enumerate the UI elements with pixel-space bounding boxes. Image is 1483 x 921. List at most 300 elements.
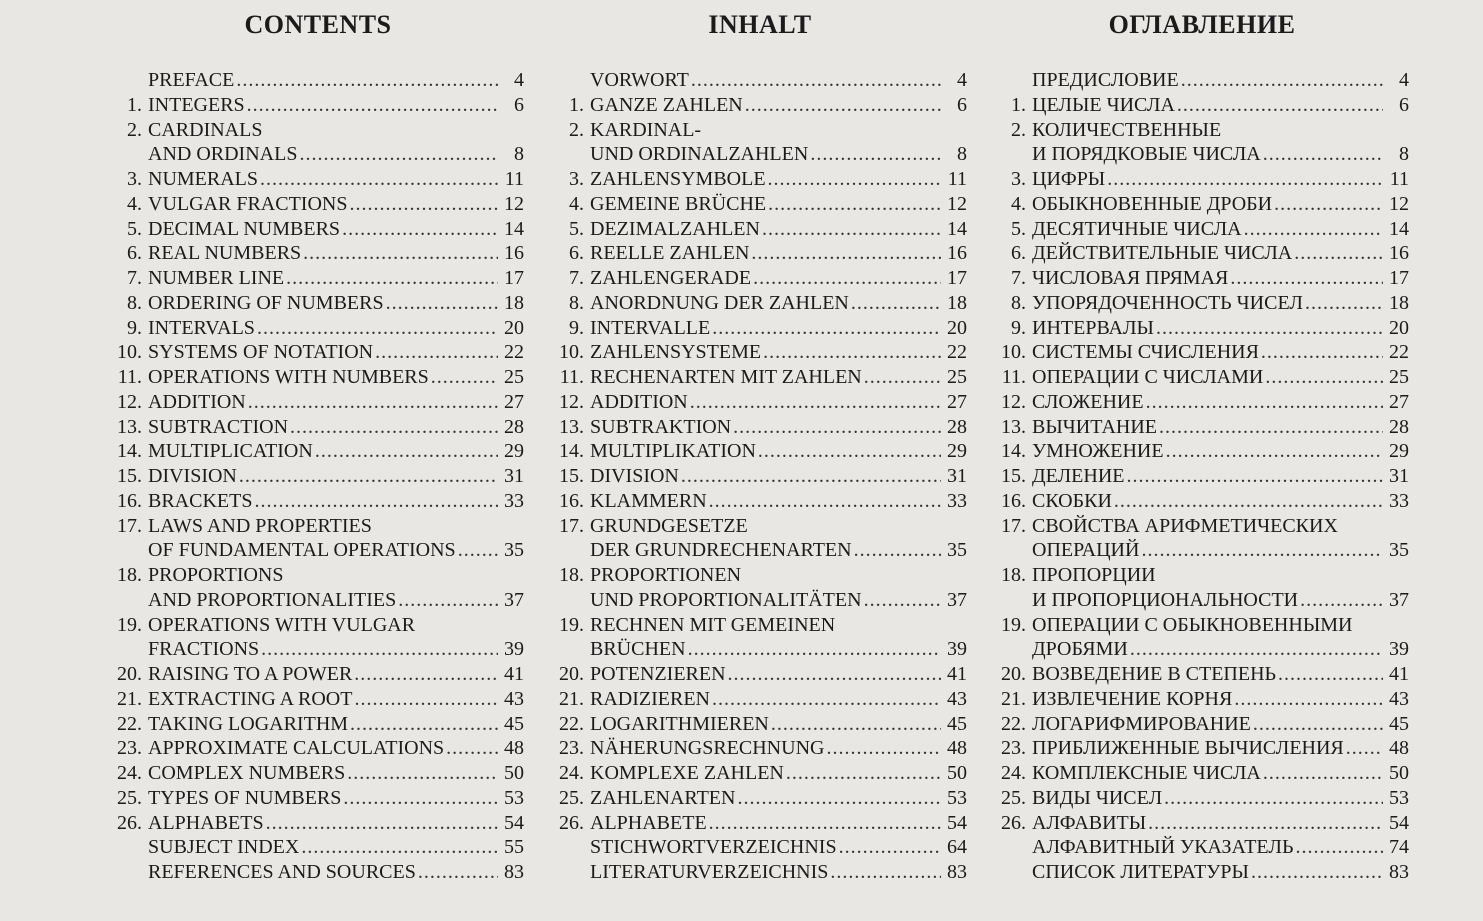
entry-number: 25.: [117, 786, 142, 809]
toc-entry: [104, 118, 524, 143]
page-number: 41: [504, 663, 524, 685]
page-number: 14: [1389, 217, 1409, 240]
toc-entry: [546, 736, 967, 761]
entry-title: POTENZIEREN: [590, 663, 726, 685]
toc-entry: [104, 761, 524, 786]
entry-title: KOMPLEXE ZAHLEN: [590, 762, 784, 784]
page-number: 54: [947, 811, 967, 834]
entry-title: LOGARITHMIEREN: [590, 712, 769, 735]
page-number: 83: [947, 861, 967, 883]
page-number: 74: [1389, 836, 1409, 859]
page-number: 29: [1389, 440, 1409, 463]
page-number: 35: [504, 539, 524, 562]
toc-entry: [104, 340, 524, 365]
entry-title: GRUNDGESETZE: [590, 514, 748, 537]
dot-leader: [1148, 811, 1383, 836]
toc-entry: [546, 761, 967, 786]
entry-title: REFERENCES AND SOURCES: [148, 861, 416, 883]
dot-leader: [1146, 390, 1383, 415]
entry-number: 24.: [1001, 762, 1026, 784]
entry-title: ПРЕДИСЛОВИЕ: [1032, 69, 1179, 91]
entry-title: ОБЫКНОВЕННЫЕ ДРОБИ: [1032, 192, 1273, 215]
dot-leader: [431, 365, 498, 390]
entry-title: ЛОГАРИФМИРОВАНИЕ: [1032, 712, 1251, 735]
page-number: 6: [957, 93, 967, 116]
toc-entry: [988, 712, 1409, 737]
dot-leader: [375, 340, 498, 365]
entry-title: VULGAR FRACTIONS: [148, 192, 348, 215]
toc-entry: [988, 241, 1409, 266]
toc-entry: [104, 415, 524, 440]
toc-entry: [104, 588, 524, 613]
toc-entry: [546, 68, 967, 93]
dot-leader: [1114, 489, 1383, 514]
entry-number: 21.: [559, 687, 584, 710]
toc-entry: [104, 365, 524, 390]
dot-leader: [763, 340, 941, 365]
page-number: 16: [504, 242, 524, 265]
page-number: 45: [947, 712, 967, 735]
dot-leader: [1234, 687, 1383, 712]
page-number: 16: [947, 242, 967, 265]
entry-number: 14.: [117, 440, 142, 463]
page-number: 25: [504, 366, 524, 388]
entry-number: 19.: [559, 613, 584, 636]
toc-entry: [104, 390, 524, 415]
toc-entry: [988, 860, 1409, 885]
entry-number: 12.: [559, 390, 584, 413]
dot-leader: [1230, 266, 1383, 291]
toc-entry: [988, 316, 1409, 341]
entry-title: REELLE ZAHLEN: [590, 242, 750, 265]
page-number: 64: [947, 836, 967, 859]
entry-number: 11.: [117, 366, 142, 388]
toc-entry: [546, 142, 967, 167]
toc-entry: [104, 811, 524, 836]
entry-number: 18.: [559, 564, 584, 586]
entry-title: ЧИСЛОВАЯ ПРЯМАЯ: [1032, 267, 1229, 289]
dot-leader: [350, 712, 498, 737]
entry-number: 25.: [559, 786, 584, 809]
entry-number: 10.: [117, 341, 142, 364]
dot-leader: [347, 761, 498, 786]
entry-title: АЛФАВИТНЫЙ УКАЗАТЕЛЬ: [1032, 836, 1294, 859]
entry-title: BRÜCHEN: [590, 638, 686, 661]
toc-entry: [546, 588, 967, 613]
toc-entry: [104, 687, 524, 712]
toc-entry: [104, 241, 524, 266]
entry-number: 26.: [117, 811, 142, 834]
entry-number: 14.: [559, 440, 584, 463]
entry-title: KARDINAL-: [590, 118, 702, 141]
entry-number: 19.: [117, 613, 142, 636]
toc-entry: [988, 687, 1409, 712]
entry-title: AND ORDINALS: [148, 143, 298, 166]
entry-number: 13.: [559, 415, 584, 438]
entry-title: ОПЕРАЦИЙ: [1032, 539, 1140, 562]
toc-entry: [546, 241, 967, 266]
toc-entry: [104, 316, 524, 341]
toc-entry: [546, 613, 967, 638]
entry-number: 12.: [1001, 390, 1026, 413]
entry-number: 17.: [1001, 514, 1026, 537]
entry-title: AND PROPORTIONALITIES: [148, 588, 397, 611]
page-number: 33: [504, 489, 524, 512]
entry-number: 17.: [117, 514, 142, 537]
entry-title: ОПЕРАЦИИ С ЧИСЛАМИ: [1032, 366, 1264, 388]
entry-number: 20.: [117, 663, 142, 685]
dot-leader: [864, 365, 941, 390]
dot-leader: [737, 786, 941, 811]
dot-leader: [1346, 736, 1383, 761]
dot-leader: [745, 93, 941, 118]
entry-number: 16.: [117, 489, 142, 512]
dot-leader: [1274, 192, 1383, 217]
page-number: 50: [1389, 762, 1409, 784]
toc-entry: [104, 192, 524, 217]
toc-entry: [988, 786, 1409, 811]
page-number: 31: [947, 465, 967, 487]
entry-title: УМНОЖЕНИЕ: [1032, 440, 1164, 463]
page-number: 48: [947, 737, 967, 760]
page-number: 39: [504, 638, 524, 661]
entry-title: ANORDNUNG DER ZAHLEN: [590, 291, 849, 314]
toc-entry: [988, 167, 1409, 192]
page-number: 6: [514, 93, 524, 116]
dot-leader: [709, 811, 941, 836]
toc-entry: [546, 415, 967, 440]
entry-title: И ПРОПОРЦИОНАЛЬНОСТИ: [1032, 588, 1299, 611]
entry-title: DEZIMALZAHLEN: [590, 217, 760, 240]
entry-title: ДЕЛЕНИЕ: [1032, 465, 1125, 487]
page-number: 45: [1389, 712, 1409, 735]
dot-leader: [1166, 439, 1383, 464]
entry-number: 2.: [127, 118, 142, 141]
entry-title: ZAHLENSYSTEME: [590, 341, 762, 364]
page-number: 18: [947, 291, 967, 314]
dot-leader: [254, 489, 498, 514]
dot-leader: [1244, 217, 1383, 242]
entry-number: 12.: [117, 390, 142, 413]
page-number: 17: [1389, 267, 1409, 289]
dot-leader: [854, 538, 941, 563]
entry-title: NÄHERUNGSRECHNUNG: [590, 737, 825, 760]
entry-title: INTERVALLE: [590, 316, 711, 339]
toc-entry: [546, 786, 967, 811]
toc-entry: [546, 266, 967, 291]
page-number: 48: [1389, 737, 1409, 760]
entry-number: 17.: [559, 514, 584, 537]
entry-title: ЦЕЛЫЕ ЧИСЛА: [1032, 93, 1175, 116]
dot-leader: [386, 291, 498, 316]
dot-leader: [1278, 662, 1383, 687]
dot-leader: [768, 192, 941, 217]
entry-number: 13.: [1001, 415, 1026, 438]
page-number: 17: [504, 267, 524, 289]
page-number: 25: [947, 366, 967, 388]
entry-title: ВЫЧИТАНИЕ: [1032, 415, 1157, 438]
toc-entry: [546, 291, 967, 316]
entry-title: NUMBER LINE: [148, 267, 285, 289]
toc-entry: [546, 93, 967, 118]
dot-leader: [709, 489, 941, 514]
entry-title: ИНТЕРВАЛЫ: [1032, 316, 1154, 339]
page-number: 33: [1389, 489, 1409, 512]
entry-number: 10.: [1001, 341, 1026, 364]
entry-title: RADIZIEREN: [590, 687, 710, 710]
dot-leader: [771, 712, 941, 737]
page-number: 37: [1389, 588, 1409, 611]
page-number: 20: [504, 316, 524, 339]
entry-title: INTEGERS: [148, 93, 245, 116]
entry-title: MULTIPLIKATION: [590, 440, 756, 463]
entry-title: REAL NUMBERS: [148, 242, 302, 265]
page-number: 8: [957, 143, 967, 166]
toc-entry: [546, 217, 967, 242]
entry-title: PREFACE: [148, 69, 235, 91]
dot-leader: [1261, 340, 1383, 365]
page-number: 25: [1389, 366, 1409, 388]
dot-leader: [1294, 241, 1383, 266]
entry-number: 21.: [117, 687, 142, 710]
entry-number: 6.: [1011, 242, 1026, 265]
page-number: 22: [504, 341, 524, 364]
entry-number: 8.: [569, 291, 584, 314]
entry-number: 3.: [127, 168, 142, 190]
page-number: 12: [947, 192, 967, 215]
entry-title: SYSTEMS OF NOTATION: [148, 341, 374, 364]
page-number: 16: [1389, 242, 1409, 265]
entry-title: СПИСОК ЛИТЕРАТУРЫ: [1032, 861, 1249, 883]
entry-title: GANZE ZAHLEN: [590, 93, 743, 116]
entry-title: ADDITION: [148, 390, 246, 413]
entry-title: OF FUNDAMENTAL OPERATIONS: [148, 539, 456, 562]
entry-number: 5.: [569, 217, 584, 240]
page-number: 31: [1389, 465, 1409, 487]
entry-title: СВОЙСТВА АРИФМЕТИЧЕСКИХ: [1032, 514, 1338, 537]
entry-title: СИСТЕМЫ СЧИСЛЕНИЯ: [1032, 341, 1259, 364]
dot-leader: [266, 811, 498, 836]
entry-number: 1.: [569, 93, 584, 116]
toc-entry: [988, 291, 1409, 316]
entry-title: ВОЗВЕДЕНИЕ В СТЕПЕНЬ: [1032, 663, 1277, 685]
entry-title: NUMERALS: [148, 168, 259, 190]
page-number: 83: [1389, 861, 1409, 883]
entry-number: 18.: [1001, 564, 1026, 586]
toc-entry: [104, 712, 524, 737]
entry-number: 1.: [1011, 93, 1026, 116]
dot-leader: [1164, 786, 1383, 811]
page-number: 20: [947, 316, 967, 339]
dot-leader: [1141, 538, 1383, 563]
toc-entry: [104, 736, 524, 761]
toc-entry: [988, 439, 1409, 464]
entry-number: 3.: [1011, 168, 1026, 190]
entry-number: 6.: [569, 242, 584, 265]
dot-leader: [1300, 588, 1383, 613]
toc-entry: [104, 142, 524, 167]
entry-number: 3.: [569, 168, 584, 190]
entry-title: EXTRACTING A ROOT: [148, 687, 353, 710]
dot-leader: [248, 390, 498, 415]
page-number: 12: [504, 192, 524, 215]
toc-entry: [104, 860, 524, 885]
dot-leader: [247, 93, 498, 118]
entry-title: RAISING TO A POWER: [148, 663, 353, 685]
page-number: 4: [514, 69, 524, 91]
toc-entry: [546, 340, 967, 365]
toc-entry: [988, 811, 1409, 836]
page-number: 53: [947, 786, 967, 809]
page-number: 83: [504, 861, 524, 883]
toc-entry: [546, 489, 967, 514]
dot-leader: [398, 588, 498, 613]
entry-title: ZAHLENSYMBOLE: [590, 168, 766, 190]
toc-entry: [988, 538, 1409, 563]
column-heading: INHALT: [708, 10, 812, 39]
dot-leader: [290, 415, 498, 440]
toc-entry: [104, 266, 524, 291]
toc-entry: [988, 340, 1409, 365]
toc-entry: [104, 613, 524, 638]
dot-leader: [712, 316, 941, 341]
page-number: 28: [947, 415, 967, 438]
entry-title: ДЕСЯТИЧНЫЕ ЧИСЛА: [1032, 217, 1242, 240]
page-number: 27: [947, 390, 967, 413]
toc-entry: [546, 662, 967, 687]
toc-entry: [988, 192, 1409, 217]
entry-number: 24.: [117, 762, 142, 784]
toc-entry: [546, 316, 967, 341]
entry-number: 6.: [127, 242, 142, 265]
entry-title: ЦИФРЫ: [1032, 168, 1106, 190]
page-number: 8: [514, 143, 524, 166]
toc-entry: [546, 563, 967, 588]
entry-title: ОПЕРАЦИИ С ОБЫКНОВЕННЫМИ: [1032, 613, 1353, 636]
entry-number: 24.: [559, 762, 584, 784]
page-number: 11: [504, 168, 524, 190]
dot-leader: [257, 316, 498, 341]
entry-title: SUBJECT INDEX: [148, 836, 300, 859]
entry-title: RECHENARTEN MIT ZAHLEN: [590, 366, 862, 388]
dot-leader: [733, 415, 941, 440]
entry-number: 8.: [1011, 291, 1026, 314]
page-number: 14: [947, 217, 967, 240]
entry-title: ALPHABETS: [148, 811, 264, 834]
entry-list: [988, 68, 1409, 885]
entry-number: 16.: [1001, 489, 1026, 512]
page-number: 53: [1389, 786, 1409, 809]
toc-entry: [104, 167, 524, 192]
toc-entry: [104, 637, 524, 662]
toc-entry: [104, 291, 524, 316]
dot-leader: [315, 439, 498, 464]
toc-entry: [546, 365, 967, 390]
page-number: 27: [1389, 390, 1409, 413]
entry-number: 23.: [1001, 737, 1026, 760]
entry-number: 1.: [127, 93, 142, 116]
entry-title: BRACKETS: [148, 489, 253, 512]
entry-title: OPERATIONS WITH NUMBERS: [148, 366, 429, 388]
toc-entry: [988, 464, 1409, 489]
toc-entry: [988, 761, 1409, 786]
page-number: 41: [1389, 663, 1409, 685]
page-number: 8: [1399, 143, 1409, 166]
toc-entry: [104, 835, 524, 860]
entry-title: TAKING LOGARITHM: [148, 712, 349, 735]
dot-leader: [1159, 415, 1383, 440]
dot-leader: [354, 687, 498, 712]
page-number: 27: [504, 390, 524, 413]
toc-entry: [988, 736, 1409, 761]
dot-leader: [851, 291, 941, 316]
dot-leader: [728, 662, 941, 687]
entry-title: VORWORT: [590, 69, 689, 91]
page-number: 41: [947, 663, 967, 685]
entry-title: KLAMMERN: [590, 489, 707, 512]
entry-number: 15.: [117, 465, 142, 487]
toc-entry: [104, 217, 524, 242]
page-number: 12: [1389, 192, 1409, 215]
entry-number: 4.: [569, 192, 584, 215]
page-number: 55: [504, 836, 524, 859]
toc-entry: [546, 860, 967, 885]
toc-entry: [988, 563, 1409, 588]
entry-title: КОМПЛЕКСНЫЕ ЧИСЛА: [1032, 762, 1261, 784]
entry-number: 15.: [1001, 465, 1026, 487]
entry-title: ZAHLENGERADE: [590, 267, 752, 289]
entry-title: FRACTIONS: [148, 638, 260, 661]
dot-leader: [688, 637, 941, 662]
page-number: 39: [1389, 638, 1409, 661]
page-number: 50: [504, 762, 524, 784]
entry-number: 20.: [1001, 663, 1026, 685]
page-number: 28: [1389, 415, 1409, 438]
entry-title: DIVISION: [148, 465, 237, 487]
page-number: 14: [504, 217, 524, 240]
dot-leader: [299, 142, 498, 167]
entry-title: DECIMAL NUMBERS: [148, 217, 341, 240]
dot-leader: [342, 217, 498, 242]
dot-leader: [239, 464, 498, 489]
toc-entry: [546, 390, 967, 415]
toc-entry: [104, 464, 524, 489]
entry-title: GEMEINE BRÜCHE: [590, 192, 767, 215]
entry-number: 26.: [1001, 811, 1026, 834]
entry-number: 5.: [127, 217, 142, 240]
page-number: 18: [1389, 291, 1409, 314]
toc-entry: [104, 662, 524, 687]
dot-leader: [786, 761, 941, 786]
toc-entry: [546, 514, 967, 539]
entry-title: ВИДЫ ЧИСЕЛ: [1032, 786, 1163, 809]
dot-leader: [349, 192, 498, 217]
page-number: 39: [947, 638, 967, 661]
entry-title: ORDERING OF NUMBERS: [148, 291, 384, 314]
entry-list: [546, 68, 967, 885]
dot-leader: [681, 464, 941, 489]
dot-leader: [810, 142, 941, 167]
entry-title: СЛОЖЕНИЕ: [1032, 390, 1144, 413]
entry-title: ДРОБЯМИ: [1032, 638, 1128, 661]
page-number: 43: [947, 687, 967, 710]
entry-number: 22.: [1001, 712, 1026, 735]
entry-title: ПРОПОРЦИИ: [1032, 564, 1156, 586]
dot-leader: [753, 266, 941, 291]
page-number: 4: [1399, 69, 1409, 91]
toc-entry: [988, 390, 1409, 415]
toc-entry: [546, 439, 967, 464]
